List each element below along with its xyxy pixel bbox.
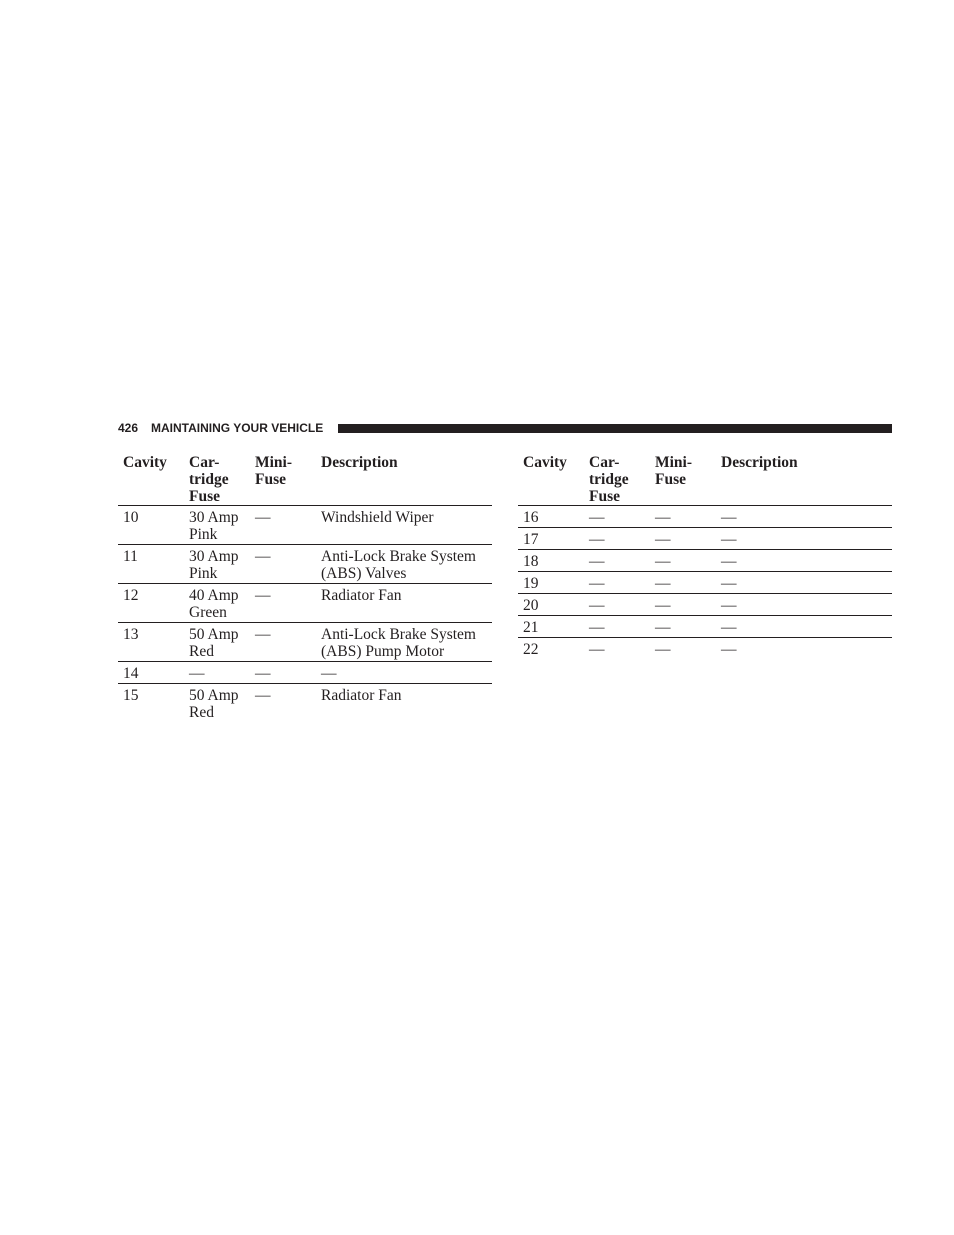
- cell-cavity: 22: [523, 641, 539, 658]
- header-description: Description: [321, 454, 398, 471]
- table-row: [518, 594, 892, 616]
- cell-mini-fuse: —: [255, 665, 271, 682]
- cell-mini-fuse: —: [255, 626, 271, 643]
- cell-description: Anti-Lock Brake System (ABS) Valves: [321, 548, 476, 582]
- cell-cartridge-fuse: —: [189, 665, 205, 682]
- cell-description: Windshield Wiper: [321, 509, 434, 526]
- section-title: MAINTAINING YOUR VEHICLE: [151, 421, 324, 435]
- cell-cartridge-fuse: —: [589, 641, 605, 658]
- cell-cavity: 10: [123, 509, 139, 526]
- cell-mini-fuse: —: [255, 587, 271, 604]
- table-header-row: [518, 452, 892, 506]
- fuse-table-left-body: [118, 506, 492, 723]
- cell-mini-fuse: —: [655, 553, 671, 570]
- cell-cavity: 12: [123, 587, 139, 604]
- table-row: [118, 684, 492, 723]
- cell-cavity: 11: [123, 548, 138, 565]
- fuse-table-right-body: [518, 506, 892, 660]
- cell-description: —: [721, 575, 737, 592]
- cell-description: —: [721, 509, 737, 526]
- cell-mini-fuse: —: [655, 619, 671, 636]
- table-row: [118, 584, 492, 623]
- cell-cartridge-fuse: 30 Amp Pink: [189, 548, 239, 582]
- table-row: [118, 545, 492, 584]
- cell-mini-fuse: —: [255, 509, 271, 526]
- table-header-row: [118, 452, 492, 506]
- table-row: [118, 662, 492, 684]
- cell-mini-fuse: —: [655, 575, 671, 592]
- cell-cavity: 17: [523, 531, 539, 548]
- table-row: [518, 550, 892, 572]
- cell-mini-fuse: —: [655, 509, 671, 526]
- fuse-table-left: [118, 452, 492, 722]
- header-mini-fuse: Mini- Fuse: [655, 454, 693, 488]
- cell-description: Radiator Fan: [321, 587, 402, 604]
- cell-cavity: 19: [523, 575, 539, 592]
- table-row: [518, 506, 892, 528]
- cell-description: —: [721, 619, 737, 636]
- cell-mini-fuse: —: [655, 641, 671, 658]
- cell-mini-fuse: —: [655, 597, 671, 614]
- cell-mini-fuse: —: [255, 548, 271, 565]
- cell-description: —: [721, 641, 737, 658]
- header-cavity: Cavity: [123, 454, 167, 471]
- cell-cartridge-fuse: —: [589, 509, 605, 526]
- header-rule: [338, 424, 892, 433]
- header-cartridge-fuse: Car- tridge Fuse: [189, 454, 229, 505]
- cell-mini-fuse: —: [655, 531, 671, 548]
- cell-cartridge-fuse: —: [589, 531, 605, 548]
- cell-cartridge-fuse: —: [589, 575, 605, 592]
- cell-cartridge-fuse: —: [589, 553, 605, 570]
- header-cartridge-fuse: Car- tridge Fuse: [589, 454, 629, 505]
- cell-cavity: 15: [123, 687, 139, 704]
- table-row: [518, 572, 892, 594]
- table-row: [118, 506, 492, 545]
- cell-description: Radiator Fan: [321, 687, 402, 704]
- header-description: Description: [721, 454, 798, 471]
- cell-cavity: 18: [523, 553, 539, 570]
- cell-cartridge-fuse: —: [589, 619, 605, 636]
- page-header: [118, 418, 892, 438]
- table-row: [118, 623, 492, 662]
- header-mini-fuse: Mini- Fuse: [255, 454, 293, 488]
- cell-cartridge-fuse: —: [589, 597, 605, 614]
- cell-cartridge-fuse: 30 Amp Pink: [189, 509, 239, 543]
- table-row: [518, 638, 892, 660]
- cell-mini-fuse: —: [255, 687, 271, 704]
- cell-description: —: [721, 597, 737, 614]
- cell-cartridge-fuse: 40 Amp Green: [189, 587, 239, 621]
- header-cavity: Cavity: [523, 454, 567, 471]
- cell-cartridge-fuse: 50 Amp Red: [189, 626, 239, 660]
- cell-cavity: 14: [123, 665, 139, 682]
- cell-cavity: 20: [523, 597, 539, 614]
- cell-description: —: [721, 553, 737, 570]
- cell-description: Anti-Lock Brake System (ABS) Pump Motor: [321, 626, 476, 660]
- cell-description: —: [721, 531, 737, 548]
- cell-cavity: 13: [123, 626, 139, 643]
- page-number: 426: [118, 421, 139, 435]
- fuse-table-right: [518, 452, 892, 659]
- table-row: [518, 616, 892, 638]
- cell-cavity: 21: [523, 619, 539, 636]
- table-row: [518, 528, 892, 550]
- cell-description: —: [321, 665, 337, 682]
- cell-cavity: 16: [523, 509, 539, 526]
- cell-cartridge-fuse: 50 Amp Red: [189, 687, 239, 721]
